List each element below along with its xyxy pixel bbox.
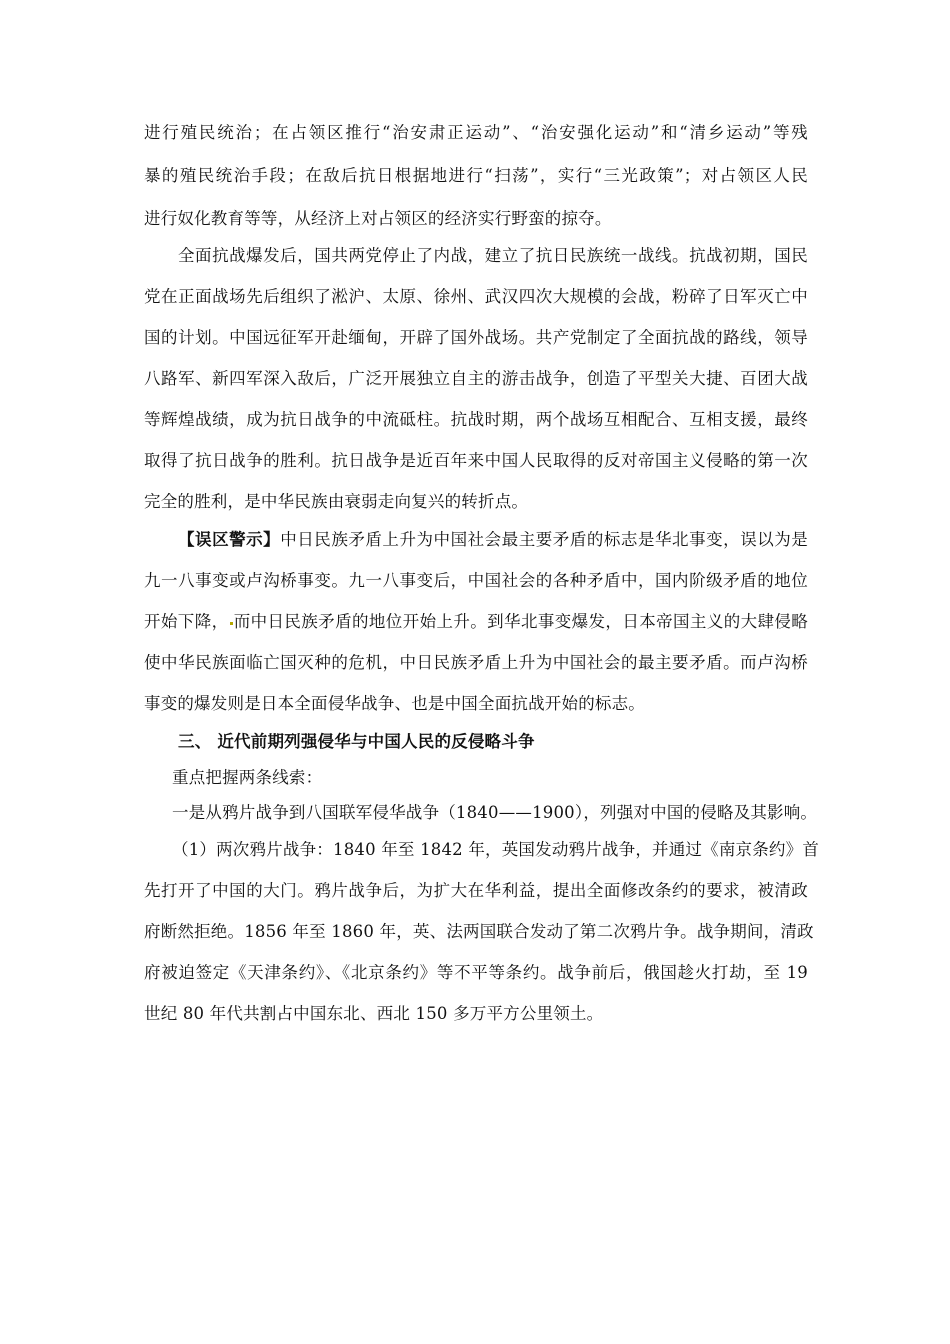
- paragraph-line: 先打开了中国的大门。鸦片战争后，为扩大在华利益，提出全面修改条约的要求，被清政: [144, 881, 808, 900]
- paragraph-line: 府断然拒绝。1856 年至 1860 年，英、法两国联合发动了第二次鸦片争。战争期间，清政: [144, 922, 814, 941]
- paragraph-line: 重点把握两条线索：: [172, 768, 323, 787]
- paragraph-line: 进行奴化教育等等，从经济上对占领区的经济实行野蛮的掠夺。: [144, 209, 612, 228]
- paragraph-line: 取得了抗日战争的胜利。抗日战争是近百年来中国人民取得的反对帝国主义侵略的第一次: [144, 451, 808, 470]
- paragraph-line: 府被迫签定《天津条约》、《北京条约》等不平等条约。战争前后，俄国趁火打劫，至 19: [144, 963, 808, 982]
- paragraph-line: [144, 611, 808, 633]
- paragraph-text: 而中日民族矛盾的地位开始上升。到华北事变爆发，日本帝国主义的大肆侵略: [233, 612, 809, 631]
- paragraph-line: 暴的殖民统治手段；在敌后抗日根据地进行“扫荡”，实行“三光政策”；对占领区人民: [144, 166, 808, 185]
- paragraph-line: （1）两次鸦片战争：1840 年至 1842 年，英国发动鸦片战争，并通过《南京条约》首: [172, 840, 820, 859]
- paragraph-line: 使中华民族面临亡国灭种的危机，中日民族矛盾上升为中国社会的最主要矛盾。而卢沟桥: [144, 653, 808, 672]
- paragraph-line: 八路军、新四军深入敌后，广泛开展独立自主的游击战争，创造了平型关大捷、百团大战: [144, 369, 808, 388]
- paragraph-text: 中日民族矛盾上升为中国社会最主要矛盾的标志是华北事变，误以为是: [280, 530, 808, 549]
- paragraph-line: 国的计划。中国远征军开赴缅甸，开辟了国外战场。共产党制定了全面抗战的路线，领导: [144, 328, 808, 347]
- paragraph-line: 事变的爆发则是日本全面侵华战争、也是中国全面抗战开始的标志。: [144, 694, 645, 713]
- edit-mark: [230, 622, 233, 625]
- paragraph-line: 全面抗战爆发后，国共两党停止了内战，建立了抗日民族统一战线。抗战初期，国民: [178, 246, 808, 265]
- paragraph-line: 进行殖民统治；在占领区推行“治安肃正运动”、“治安强化运动”和“清乡运动”等残: [144, 123, 808, 142]
- paragraph-line: 党在正面战场先后组织了淞沪、太原、徐州、武汉四次大规模的会战，粉碎了日军灭亡中: [144, 287, 808, 306]
- paragraph-line: 等辉煌战绩，成为抗日战争的中流砥柱。抗战时期，两个战场互相配合、互相支援，最终: [144, 410, 808, 429]
- paragraph-text: 开始下降，: [144, 612, 229, 631]
- warning-label: 【误区警示】: [178, 530, 281, 549]
- paragraph-line: [178, 529, 808, 551]
- paragraph-line: 九一八事变或卢沟桥事变。九一八事变后，中国社会的各种矛盾中，国内阶级矛盾的地位: [144, 571, 808, 590]
- section-heading: 三、 近代前期列强侵华与中国人民的反侵略斗争: [178, 732, 535, 751]
- paragraph-line: 完全的胜利，是中华民族由衰弱走向复兴的转折点。: [144, 492, 529, 511]
- paragraph-line: 一是从鸦片战争到八国联军侵华战争（1840——1900），列强对中国的侵略及其影响。: [172, 803, 818, 822]
- paragraph-line: 世纪 80 年代共割占中国东北、西北 150 多万平方公里领土。: [144, 1004, 604, 1023]
